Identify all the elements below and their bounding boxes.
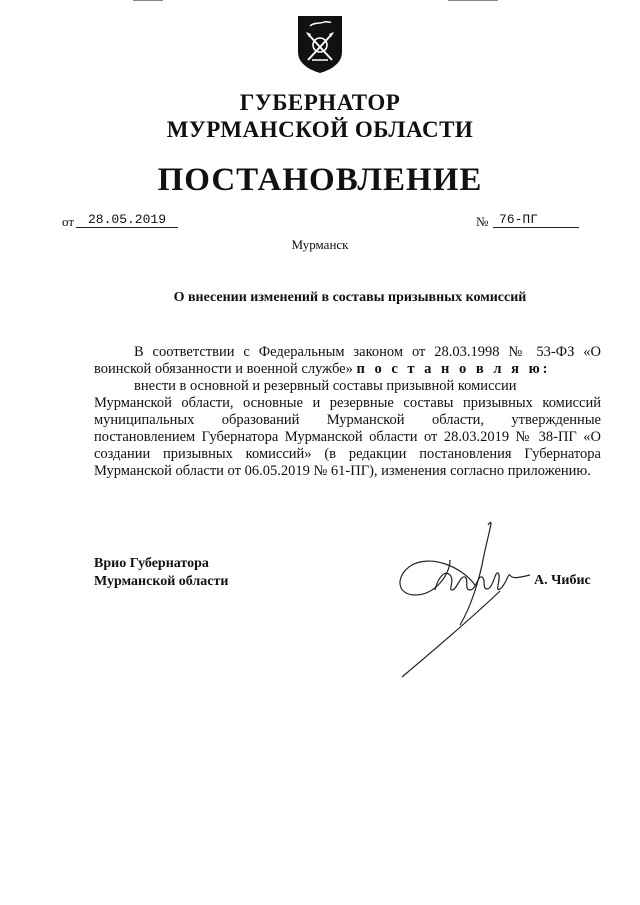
signatory-position-line-1: Врио Губернатора [94,556,209,571]
paragraph-decision-rest: Мурманской области, основные и резервные составы призывных комиссий муниципальных образований Мурманской области, утвержденные постановлением Губернатора Мурманской области от 28.03.2019 № 38-ПГ «О создании призывных комиссий» (в редакции постановления Губернатора Мурманской области от 06.05.2019 № 61-ПГ), изменения согласно приложению. [94,395,601,479]
authority-line-1: ГУБЕРНАТОР [239,90,401,115]
paragraph-decision [94,378,601,480]
handwritten-signature [390,515,540,690]
document-type-title: ПОСТАНОВЛЕНИЕ [157,162,483,198]
scan-edge-line [133,0,163,1]
document-number: 76-ПГ [493,212,579,228]
paragraph-basis-text: В соответствии с Федеральным законом от 28.03.1998 № 53-ФЗ «О воинской обязанности и военной службе» [94,344,601,377]
authority-line-2: МУРМАНСКОЙ ОБЛАСТИ [166,117,474,142]
signatory-position-line-2: Мурманской области [94,574,229,589]
murmansk-coat-of-arms-icon [296,14,344,74]
date-prefix: от [62,214,75,229]
document-subject: О внесении изменений в составы призывных комиссий [173,290,527,305]
city: Мурманск [291,237,349,252]
scan-edge-line [448,0,498,1]
paragraph-basis [94,344,601,378]
paragraph-decision-first: внести в основной и резервный составы призывной комиссии [134,378,517,394]
signatory-name: А. Чибис [534,573,591,588]
signatory-position [94,555,228,591]
document-date: 28.05.2019 [76,212,178,228]
number-prefix: № [476,214,489,229]
decree-verb: п о с т а н о в л я ю: [356,361,551,377]
